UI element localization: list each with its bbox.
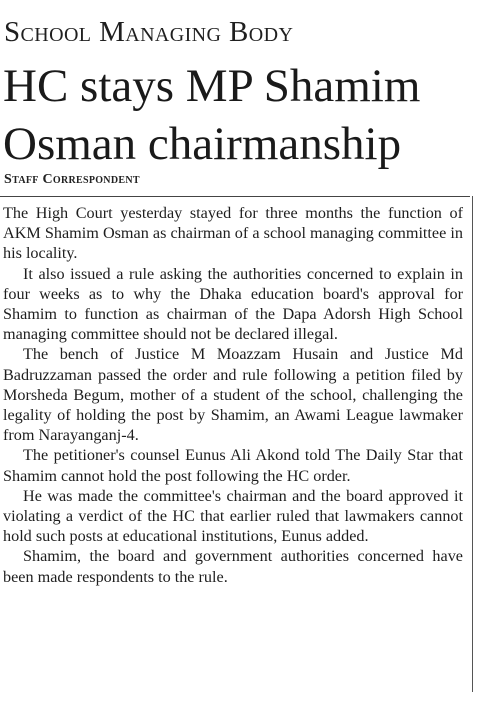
section-kicker: School Managing Body — [4, 16, 294, 48]
article-body — [3, 203, 463, 587]
paragraph-6: Shamim, the board and government authorities concerned have been made respondents to the rule. — [3, 547, 463, 586]
paragraph-2: It also issued a rule asking the authorities concerned to explain in four weeks as to why the Dhaka education board's approval for Shamim to function as chairman of the Dapa Adorsh High School managing committee should not be declared illegal. — [3, 264, 463, 344]
column-divider — [472, 196, 473, 692]
paragraph-1: The High Court yesterday stayed for three months the function of AKM Shamim Osman as chairman of a school managing committee in his locality. — [3, 204, 463, 263]
article-headline — [3, 57, 473, 173]
top-divider — [0, 196, 470, 197]
headline-line-2: Osman chairmanship — [3, 118, 402, 170]
headline-line-1: HC stays MP Shamim — [3, 60, 421, 112]
paragraph-4: The petitioner's counsel Eunus Ali Akond told The Daily Star that Shamim cannot hold the post following the HC order. — [3, 446, 463, 485]
paragraph-5: He was made the committee's chairman and the board approved it violating a verdict of the HC that earlier ruled that lawmakers cannot hold such posts at educational institutions, Eunus added. — [3, 486, 463, 546]
byline: Staff Correspondent — [4, 172, 140, 187]
paragraph-3: The bench of Justice M Moazzam Husain and Justice Md Badruzzaman passed the order and rule following a petition filed by Morsheda Begum, mother of a student of the school, challenging the legality of holding the post by Shamim, an Awami League lawmaker from Narayanganj-4. — [3, 345, 463, 445]
